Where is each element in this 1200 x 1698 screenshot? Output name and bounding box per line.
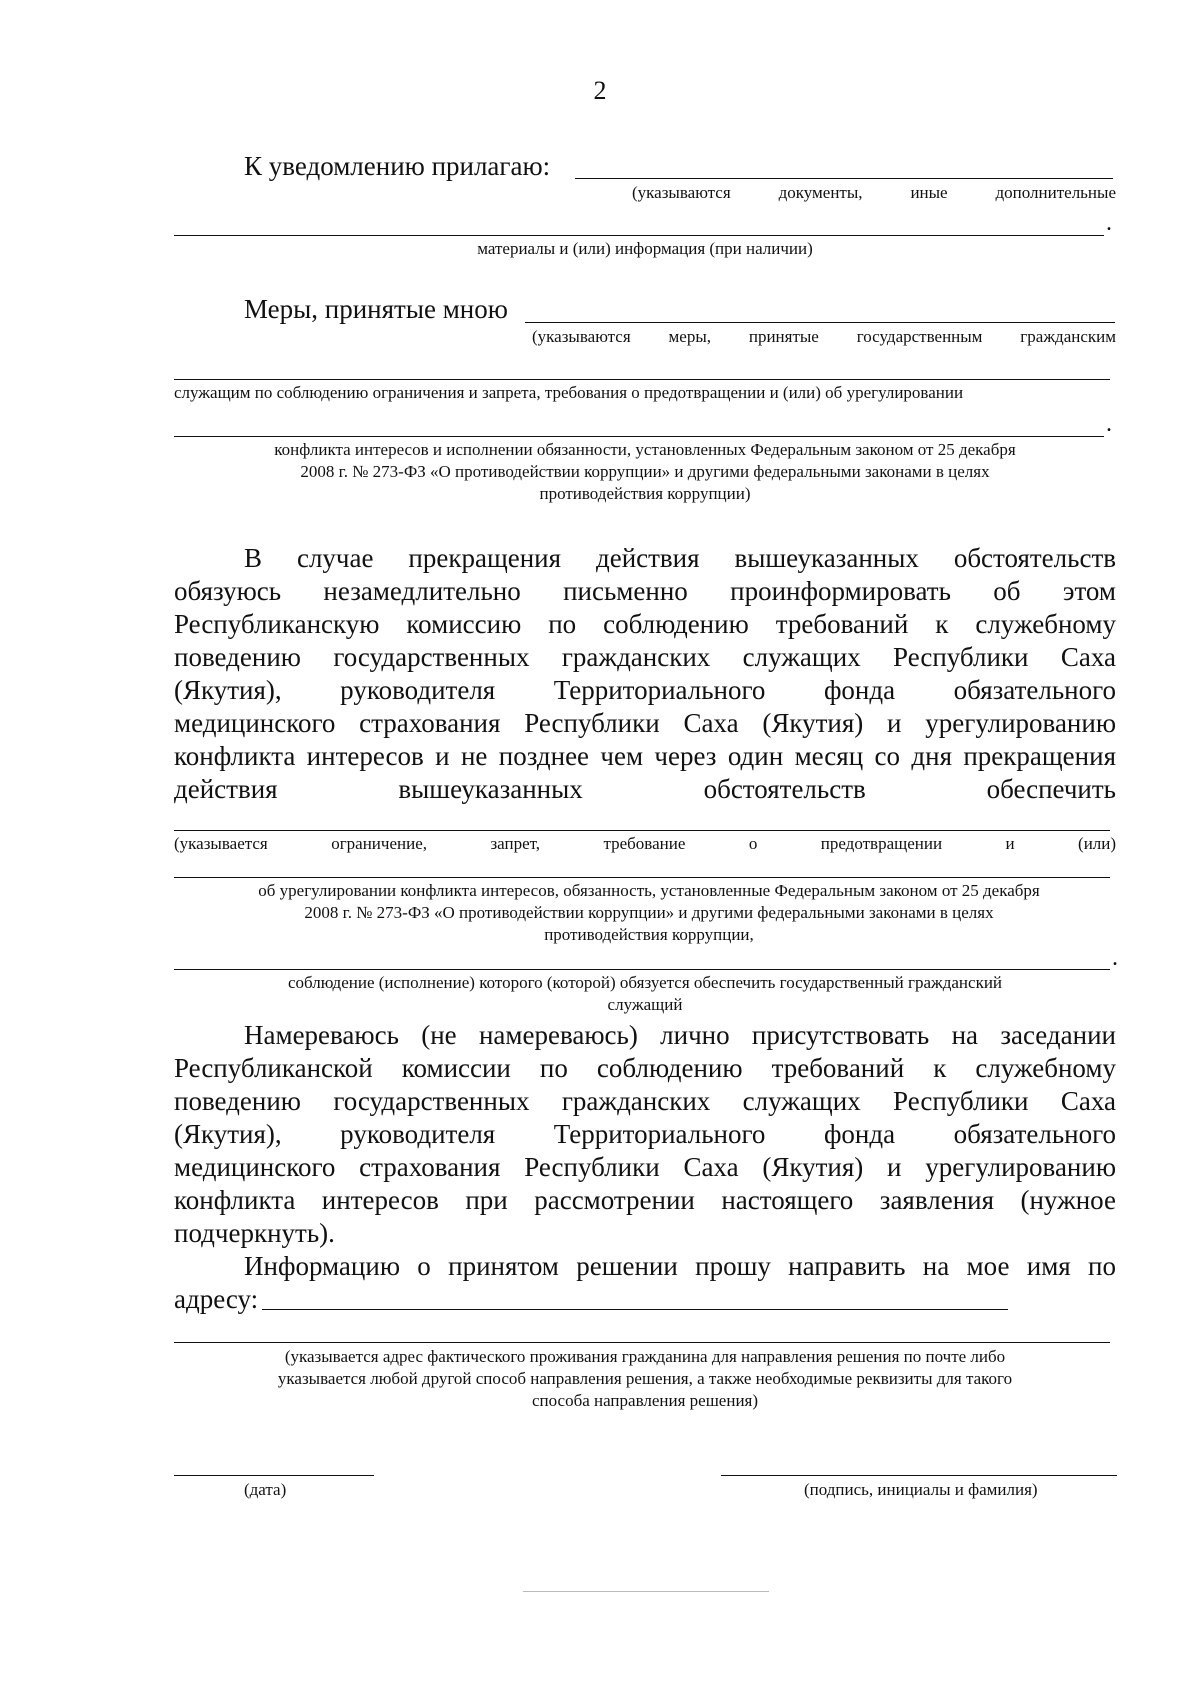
measures-label: Меры, принятые мною: [244, 294, 508, 324]
measures-input-line-3[interactable]: [174, 436, 1104, 437]
address-input-line-2[interactable]: [174, 1342, 1110, 1343]
restriction-hint-3: соблюдение (исполнение) которого (которой) обязуется обеспечить государственный гражданский служащий: [287, 973, 1003, 1014]
restriction-hint-1: (указывается ограничение, запрет, требование о предотвращении и (или): [174, 834, 1117, 853]
footer-separator: [523, 1591, 769, 1592]
attach-input-line[interactable]: [575, 178, 1113, 179]
restriction-hint-2: об урегулировании конфликта интересов, обязанность, установленные Федеральным законом от 25 декабря 2008 г. № 273-ФЗ «О противодействии коррупции» и другими федеральными законами в целях противодействия коррупции,: [258, 881, 1040, 944]
page-number: 2: [593, 76, 607, 105]
measures-input-line-2[interactable]: [174, 379, 1110, 380]
attach-input-line-2[interactable]: [174, 235, 1104, 236]
signature-input-line[interactable]: [721, 1475, 1117, 1476]
restriction-dot: .: [1112, 945, 1118, 971]
date-label: (дата): [244, 1480, 287, 1499]
address-input-line[interactable]: [262, 1309, 1008, 1310]
date-input-line[interactable]: [174, 1475, 374, 1476]
attach-hint-1: (указываются документы, иные дополнительные: [632, 183, 1116, 202]
restriction-input-line[interactable]: [174, 830, 1110, 831]
attach-dot: .: [1106, 210, 1112, 236]
measures-input-line[interactable]: [525, 322, 1115, 323]
measures-hint-3: конфликта интересов и исполнении обязанности, установленных Федеральным законом от 25 декабря 2008 г. № 273-ФЗ «О противодействии коррупции» и другими федеральными законами в целях противодействия коррупции): [274, 440, 1016, 503]
restriction-input-line-3[interactable]: [174, 969, 1110, 970]
signature-label: (подпись, инициалы и фамилия): [804, 1480, 1038, 1499]
attach-label: К уведомлению прилагаю:: [244, 151, 551, 181]
measures-hint-2: служащим по соблюдению ограничения и запрета, требования о предотвращении и (или) об урегулировании: [174, 383, 964, 402]
address-hint: (указывается адрес фактического проживания гражданина для направления решения по почте либо указывается любой другой способ направления решения, а также необходимые реквизиты для такого способа направления решения): [277, 1347, 1013, 1410]
attach-hint-2: материалы и (или) информация (при наличии): [477, 239, 813, 258]
restriction-input-line-2[interactable]: [174, 877, 1110, 878]
measures-hint-1: (указываются меры, принятые государственным гражданским: [532, 327, 1117, 346]
measures-dot: .: [1106, 411, 1112, 437]
